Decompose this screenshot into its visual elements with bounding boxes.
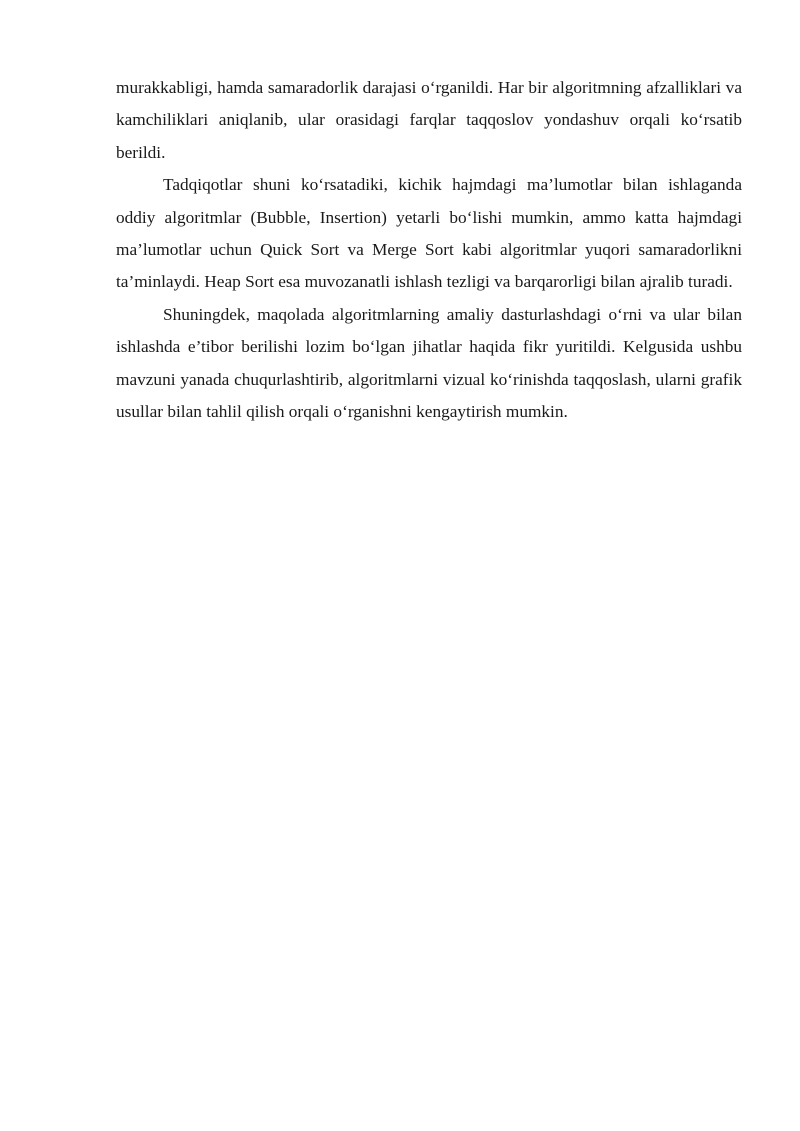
body-text [116,72,742,428]
paragraph-conclusion: Shuningdek, maqolada algoritmlarning amaliy dasturlashdagi o‘rni va ular bilan ishlashda e’tibor berilishi lozim bo‘lgan jihatlar haqida fikr yuritildi. Kelgusida ushbu mavzuni yanada chuqurlashtirib, algoritmlarni vizual ko‘rinishda taqqoslash, ularni grafik usullar bilan tahlil qilish orqali o‘rganishni kengaytirish mumkin. [116,304,742,422]
paragraph-research-findings: Tadqiqotlar shuni ko‘rsatadiki, kichik hajmdagi ma’lumotlar bilan ishlaganda oddiy algoritmlar (Bubble, Insertion) yetarli bo‘lishi mumkin, ammo katta hajmdagi ma’lumotlar uchun Quick Sort va Merge Sort kabi algoritmlar yuqori samaradorlikni ta’minlaydi. Heap Sort esa muvozanatli ishlash tezligi va barqarorligi bilan ajralib turadi. [116,175,742,292]
paragraph-continuation: murakkabligi, hamda samaradorlik darajasi o‘rganildi. Har bir algoritmning afzalliklari va kamchiliklari aniqlanib, ular orasidagi farqlar taqqoslov yondashuv orqali ko‘rsatib berildi. [116,78,742,162]
